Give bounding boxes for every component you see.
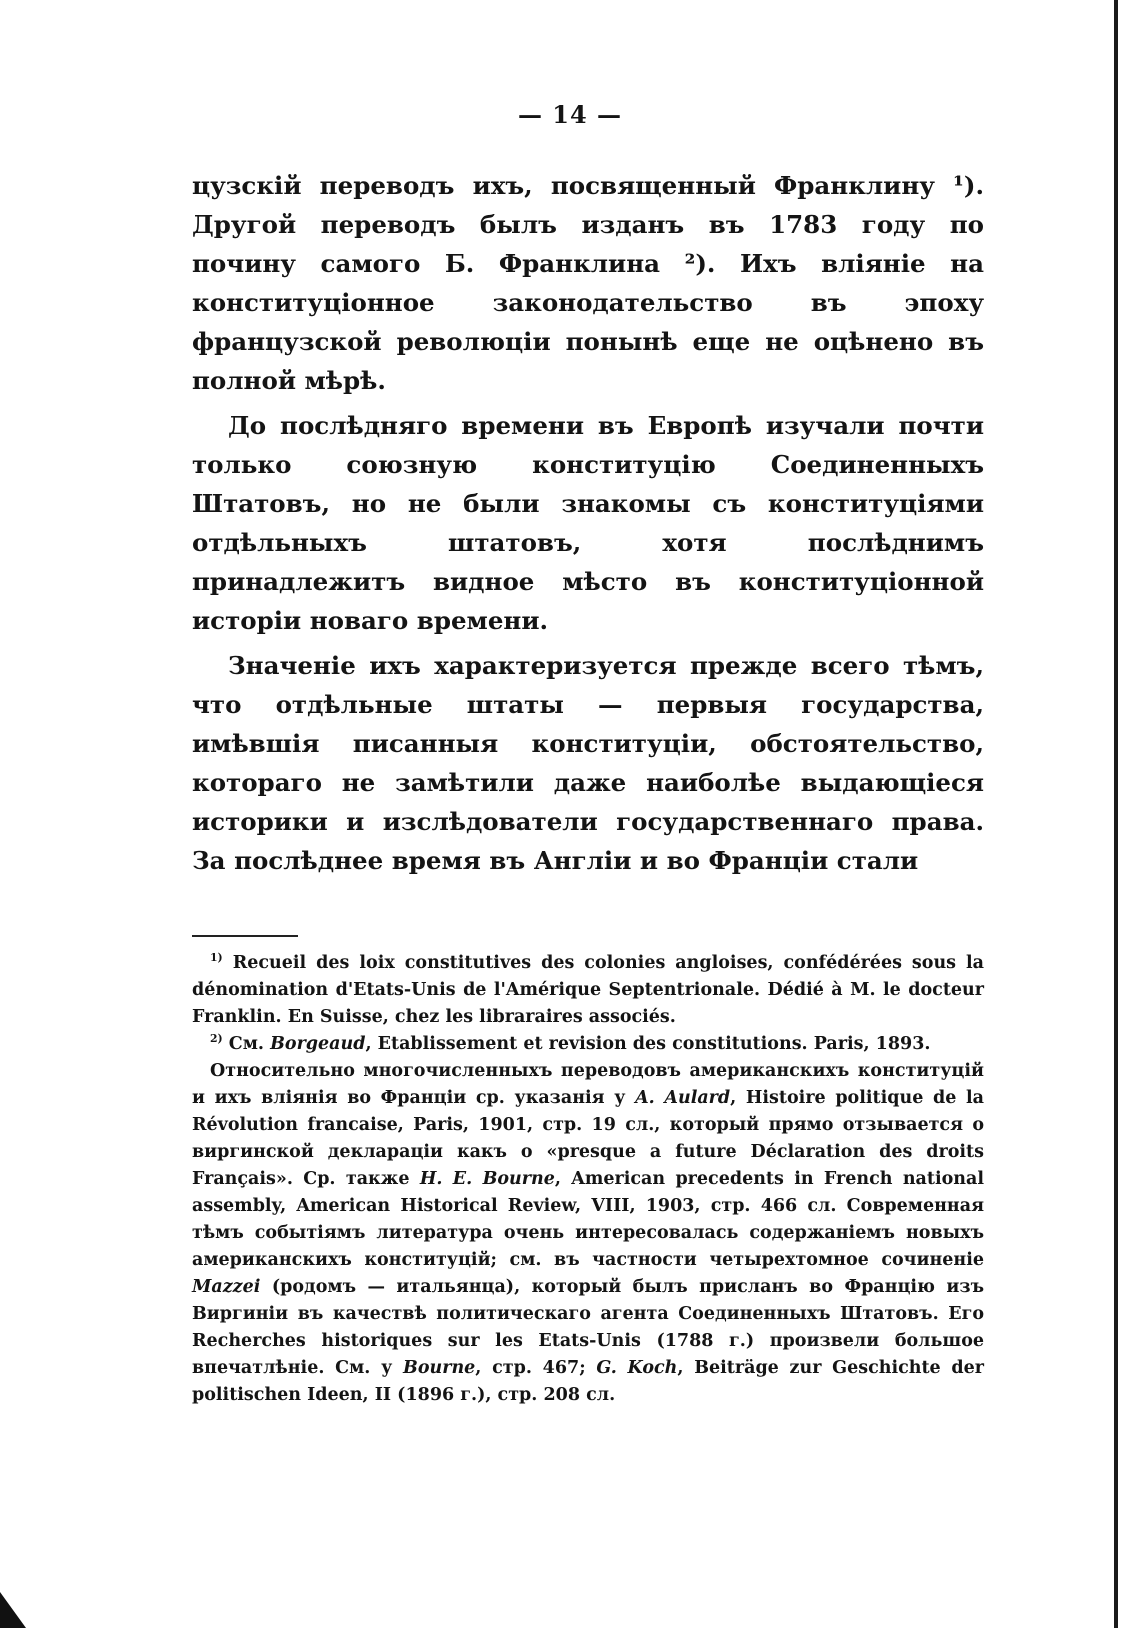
footnote-2-author-bourne-2: Bourne	[403, 1358, 476, 1378]
footnote-2-marker: 2)	[210, 1032, 223, 1046]
footnote-2-text-h: , American precedents in French national assembly, American Historical Review, VIII, 1903, стр. 466 сл. Современная тѣмъ событіямъ литература очень интересовалась содержаніемъ новыхъ американскихъ конституцій; см. въ частности четырехтомное сочиненіе	[192, 1169, 985, 1270]
scan-corner-mark	[0, 1592, 26, 1628]
footnote-2-text-d: Относительно многочисленныхъ переводовъ американскихъ конституцій и ихъ вліянія во Франціи ср. указанія у	[192, 1061, 984, 1108]
footnote-2	[192, 1031, 984, 1058]
footnotes	[192, 950, 984, 1409]
paragraph-3: Значеніе ихъ характеризуется прежде всего тѣмъ, что отдѣльные штаты — первыя государства, имѣвшія писанныя конституціи, обстоятельство, котораго не замѣтили даже наиболѣе выдающіеся историки и изслѣдователи государственнаго права. За послѣднее время въ Англіи и во Франціи стали	[192, 651, 984, 875]
footnote-1	[192, 950, 984, 1031]
footnote-divider	[192, 935, 298, 937]
footnote-2-author-mazzei: Mazzei	[192, 1277, 261, 1297]
page-number: — 14 —	[517, 100, 623, 129]
footnote-1-marker: 1)	[210, 951, 223, 965]
page-edge-shadow	[1114, 0, 1118, 1628]
footnote-2-text-a: См.	[228, 1034, 265, 1054]
footnote-2-author-borgeaud: Borgeaud	[270, 1034, 366, 1054]
paragraph-1: цузскій переводъ ихъ, посвященный Франклину ¹). Другой переводъ былъ изданъ въ 1783 году по почину самого Б. Франклина ²). Ихъ вліяніе на конституціонное законодательство въ эпоху французской революціи понынѣ еще не оцѣнено въ полной мѣрѣ.	[192, 171, 984, 395]
footnote-2-author-koch: G. Koch	[596, 1358, 678, 1378]
footnote-2-author-aulard: A. Aulard	[635, 1088, 731, 1108]
footnote-2-text-j: (родомъ — итальянца), который былъ присланъ во Францію изъ Виргиніи въ качествѣ политическаго агента Соединенныхъ Штатовъ. Его Recherches historiques sur les Etats-Unis (1788 г.) произвели большое впечатлѣніе. См. у	[192, 1277, 985, 1378]
footnote-2-text-c: , Etablissement et revision des constitutions. Paris, 1893.	[365, 1034, 931, 1054]
footnote-2-text-n: , Beiträge zur Geschichte der politischen Ideen, II (1896 г.), стр. 208 сл.	[192, 1358, 985, 1405]
main-text	[192, 166, 984, 886]
footnote-2-continuation	[192, 1058, 984, 1409]
footnote-2-text-f: , Histoire politique de la Révolution francaise, Paris, 1901, стр. 19 сл., который прямо отзывается о виргинской декларацiи какъ о «presque a future Déclaration des droits Français». Ср. также	[192, 1088, 984, 1189]
footnote-1-text: Recueil des loix constitutives des colonies angloises, confédérées sous la dénomination d'Etats-Unis de l'Amérique Septentrionale. Dédié à M. le docteur Franklin. En Suisse, chez les libraraires associés.	[192, 953, 984, 1027]
footnote-2-author-bourne: H. E. Bourne	[419, 1169, 555, 1189]
paragraph-2: До послѣдняго времени въ Европѣ изучали почти только союзную конституцію Соединенныхъ Штатовъ, но не были знакомы съ конституціями отдѣльныхъ штатовъ, хотя послѣднимъ принадлежитъ видное мѣсто въ конституціонной исторіи новаго времени.	[192, 411, 984, 635]
footnote-2-text-l: , стр. 467;	[475, 1358, 586, 1378]
